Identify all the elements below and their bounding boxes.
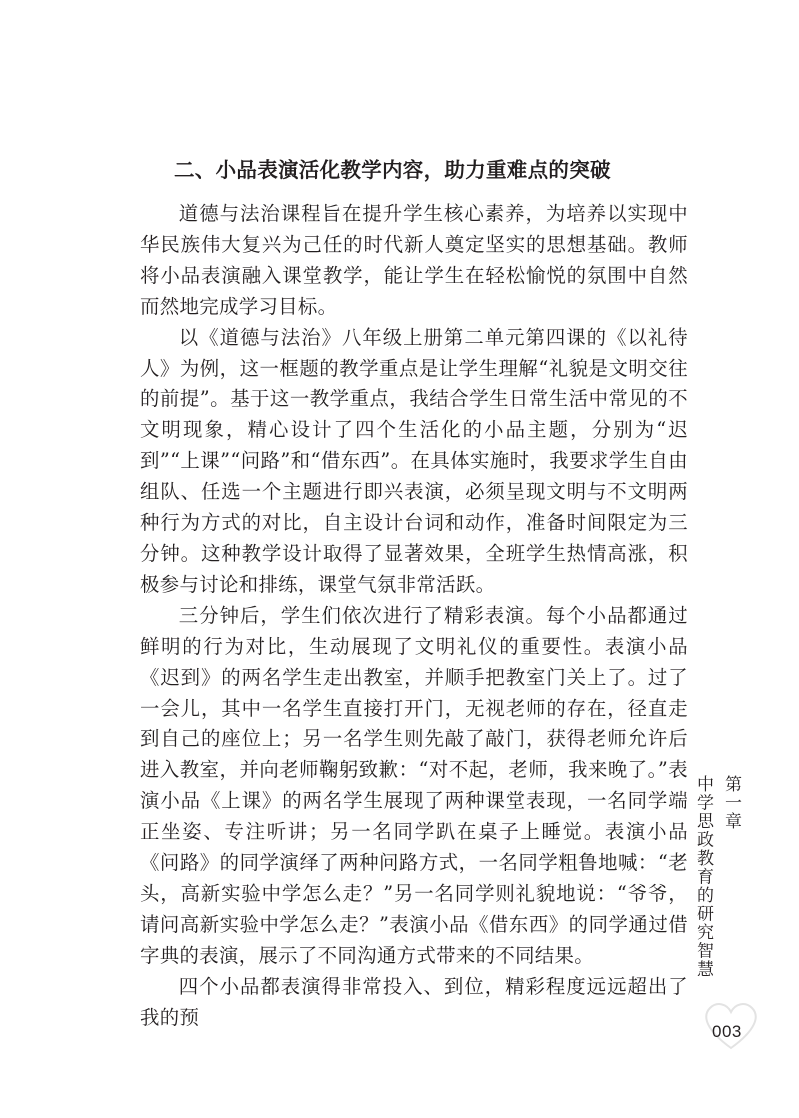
- page-number: 003: [712, 1022, 742, 1041]
- chapter-label: 第一章: [721, 775, 741, 831]
- paragraph: 以《道德与法治》八年级上册第二单元第四课的《以礼待人》为例，这一框题的教学重点是让学生理解“礼貌是文明交往的前提”。基于这一教学重点，我结合学生日常生活中常见的不文明现象，精心设计了四个生活化的小品主题，分别为“迟到”“上课”“问路”和“借东西”。在具体实施时，我要求学生自由组队、任选一个主题进行即兴表演，必须呈现文明与不文明两种行为方式的对比，自主设计台词和动作，准备时间限定为三分钟。这种教学设计取得了显著效果，全班学生热情高涨，积极参与讨论和排练，课堂气氛非常活跃。: [140, 325, 688, 596]
- paragraph: 三分钟后，学生们依次进行了精彩表演。每个小品都通过鲜明的行为对比，生动展现了文明礼仪的重要性。表演小品《迟到》的两名学生走出教室，并顺手把教室门关上了。过了一会儿，其中一名学生直接打开门，无视老师的存在，径直走到自己的座位上；另一名学生则先敲了敲门，获得老师允许后进入教室，并向老师鞠躬致歉：“对不起，老师，我来晚了。”表演小品《上课》的两名学生展现了两种课堂表现，一名同学端正坐姿、专注听讲；另一名同学趴在桌子上睡觉。表演小品《问路》的同学演绎了两种问路方式，一名同学粗鲁地喊：“老头，高新实验中学怎么走？”另一名同学则礼貌地说：“爷爷，请问高新实验中学怎么走？”表演小品《借东西》的同学通过借字典的表演，展示了不同沟通方式带来的不同结果。: [140, 603, 688, 967]
- book-title: 中学思政教育的研究智慧: [693, 775, 713, 979]
- paragraph: 道德与法治课程旨在提升学生核心素养，为培养以实现中华民族伟大复兴为己任的时代新人奠定坚实的思想基础。教师将小品表演融入课堂教学，能让学生在轻松愉悦的氛围中自然而然地完成学习目标。: [140, 202, 688, 318]
- body-text: [140, 199, 688, 1033]
- running-header: [693, 775, 745, 979]
- section-heading: 二、小品表演活化教学内容，助力重难点的突破: [174, 158, 611, 182]
- paragraph: 四个小品都表演得非常投入、到位，精彩程度远远超出了我的预: [140, 974, 688, 1029]
